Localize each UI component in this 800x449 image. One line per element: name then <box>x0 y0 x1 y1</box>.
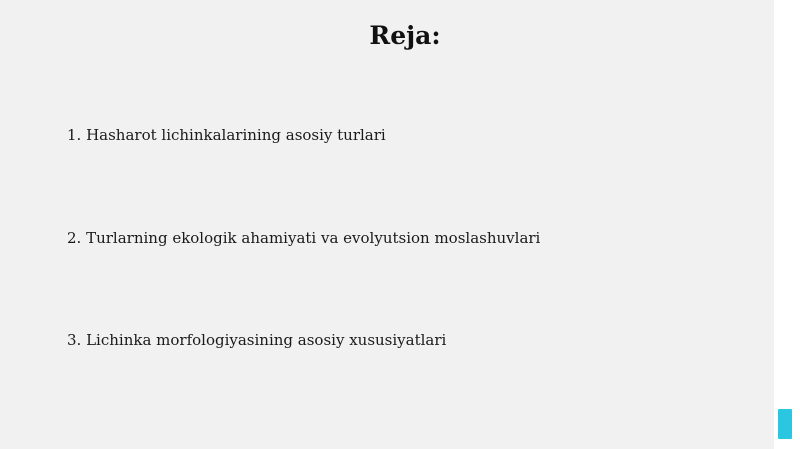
vertical-scrollbar[interactable] <box>774 0 800 449</box>
scrollbar-thumb[interactable] <box>778 409 792 439</box>
plan-item-2: 2. Turlarning ekologik ahamiyati va evolyutsion moslashuvlari <box>67 229 541 247</box>
plan-item-3: 3. Lichinka morfologiyasining asosiy xususiyatlari <box>67 331 447 349</box>
plan-item-1: 1. Hasharot lichinkalarining asosiy turlari <box>67 126 386 144</box>
slide-title: Reja: <box>369 21 441 50</box>
